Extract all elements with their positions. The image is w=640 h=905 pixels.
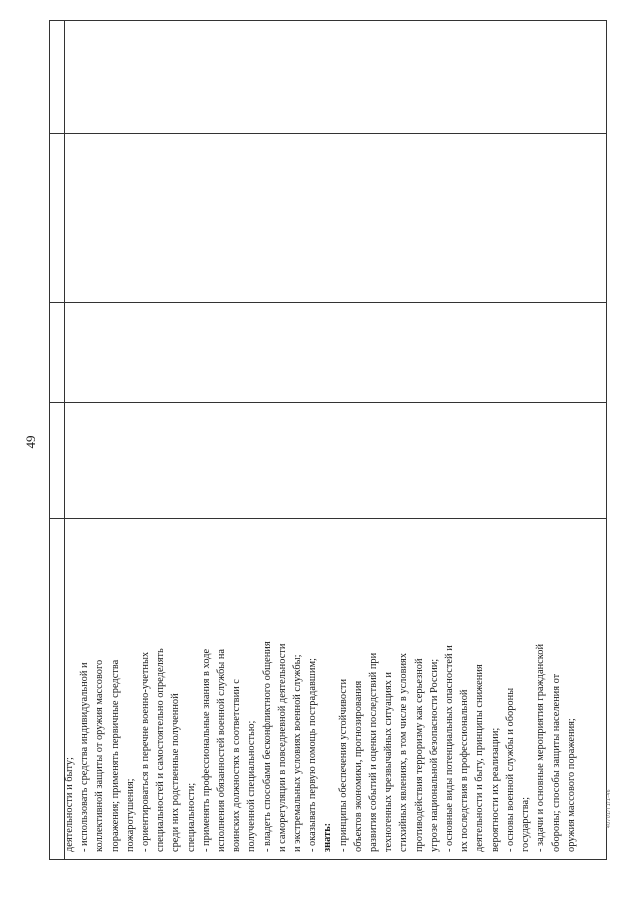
- cell-line: поражения; применять первичные средства: [109, 659, 121, 852]
- cell-line: - владеть способами бесконфликтного общения: [261, 641, 273, 852]
- cell-line: деятельности и быту, принципы снижения: [474, 664, 486, 852]
- cell-line: - задачи и основные мероприятия гражданской: [535, 643, 547, 852]
- cell-line: стихийных явлениях, в том числе в условиях: [398, 652, 410, 852]
- row-divider-1: [50, 133, 606, 134]
- cell-line: - применять профессиональные знания в ходе: [200, 648, 212, 852]
- cell-line: их последствия в профессиональной: [459, 689, 471, 852]
- cell-line: развития событий и оценки последствий при: [368, 652, 380, 852]
- cell-line: и саморегуляции в повседневной деятельности: [276, 643, 288, 852]
- cell-line: угрозе национальной безопасности России;: [428, 658, 440, 852]
- cell-line: - оказывать первую помощь пострадавшим;: [307, 658, 319, 852]
- cell-line: полученной специальностью;: [246, 720, 258, 852]
- cell-line: знать:: [322, 822, 334, 852]
- page-number: 49: [23, 435, 38, 449]
- cell-line: - ориентироваться в перечне военно-учетных: [140, 651, 152, 852]
- cell-line: обороны; способы защиты населения от: [550, 673, 562, 852]
- cell-line: техногенных чрезвычайных ситуациях и: [383, 672, 395, 852]
- cell-line: государства;: [520, 797, 532, 852]
- cell-line: - использовать средства индивидуальной и: [79, 662, 91, 852]
- cell-line: вероятности их реализации;: [489, 727, 501, 852]
- cell-line: объектов экономики, прогнозирования: [352, 680, 364, 852]
- cell-line: пожаротушения;: [124, 778, 136, 852]
- row-divider-2: [50, 302, 606, 303]
- cell-line: оружия массового поражения;: [565, 718, 577, 852]
- cell-line: противодействия терроризму как серьезной: [413, 658, 425, 852]
- cell-text: [62, 516, 579, 852]
- row-divider-3: [50, 402, 606, 403]
- cell-line: - принципы обеспечения устойчивости: [337, 678, 349, 852]
- cell-line: и экстремальных условиях военной службы;: [292, 654, 304, 852]
- footer-mark: 40701/Т1/1-46: [606, 788, 612, 828]
- cell-line: деятельности и быту;: [64, 757, 75, 852]
- cell-line: среди них родственные полученной: [170, 693, 182, 852]
- cell-line: воинских должностях в соответствии с: [231, 679, 243, 852]
- cell-line: - основные виды потенциальных опасностей и: [444, 645, 456, 852]
- cell-line: специальностей и самостоятельно определять: [155, 648, 167, 852]
- cell-line: исполнения обязанностей военной службы на: [216, 648, 228, 852]
- cell-line: специальности;: [185, 782, 197, 852]
- cell-line: - основы военной службы и обороны: [504, 687, 516, 852]
- cell-line: коллективной защиты от оружия массового: [94, 659, 106, 852]
